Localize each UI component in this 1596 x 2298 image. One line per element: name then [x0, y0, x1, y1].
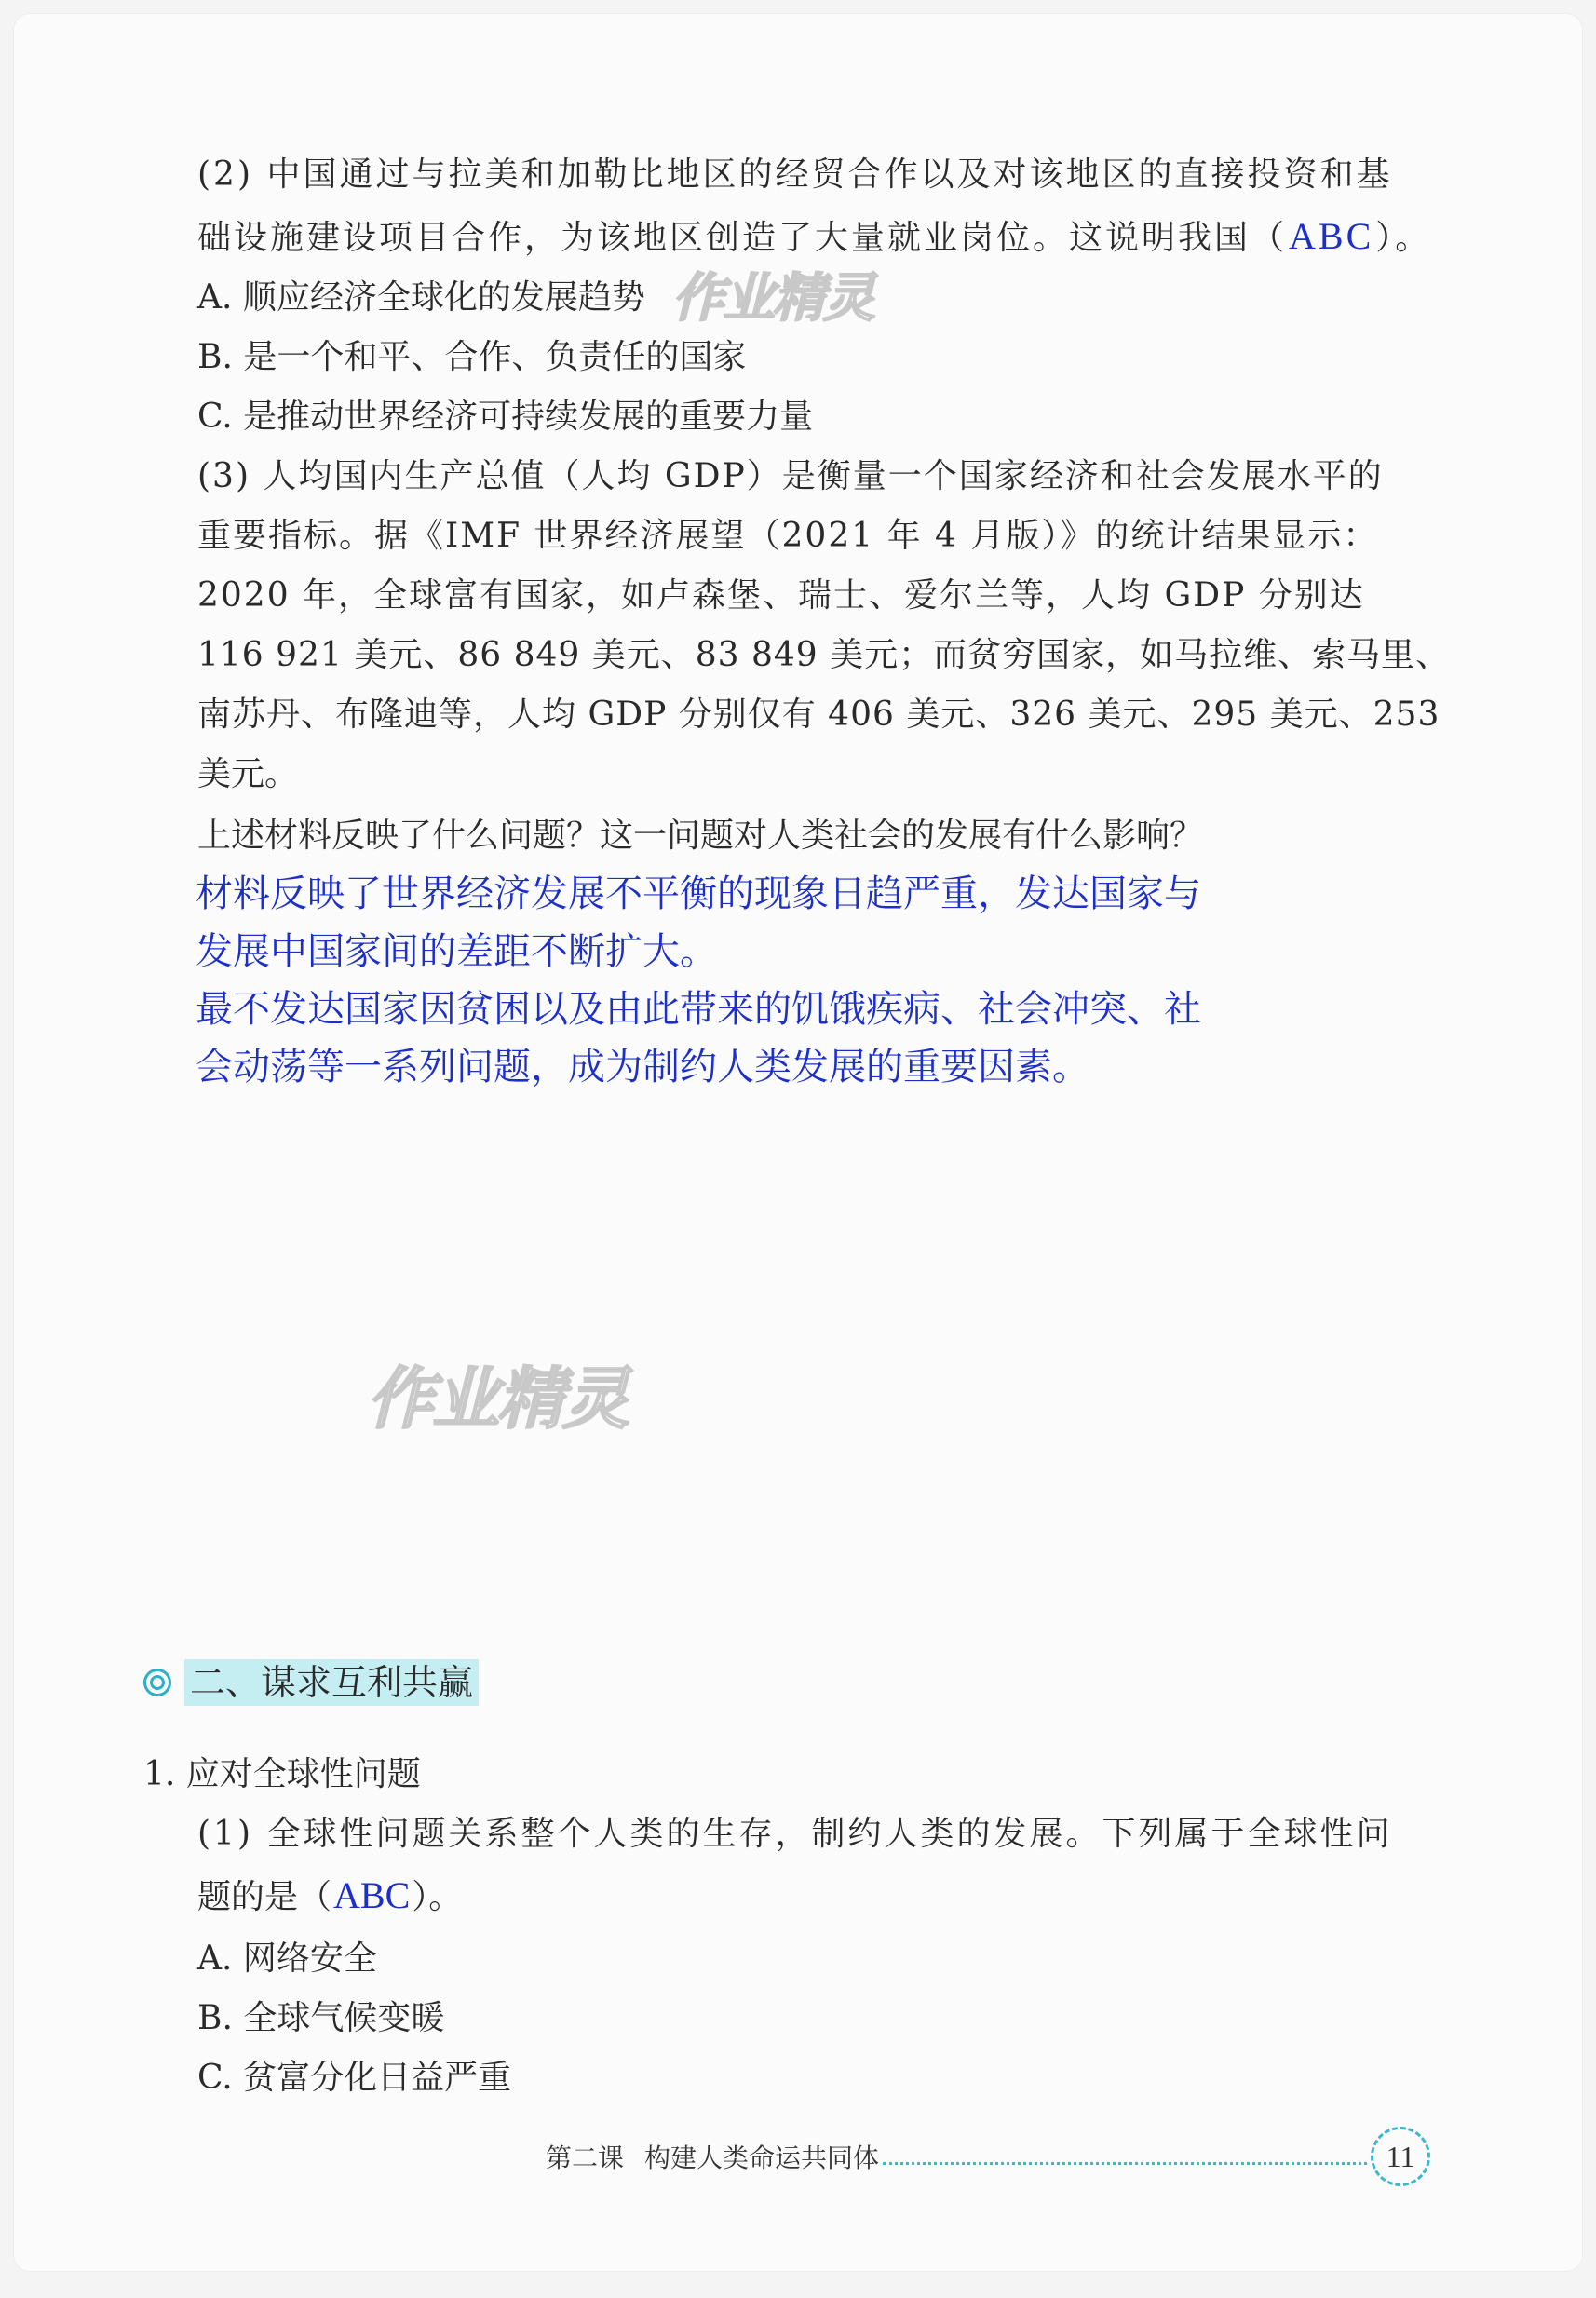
item1-title: 1. 应对全球性问题: [143, 1755, 421, 1793]
q3-line2: 重要指标。据《IMF 世界经济展望（2021 年 4 月版）》的统计结果显示：: [197, 517, 1379, 555]
q2-answer: ABC: [1289, 215, 1374, 257]
sub1-stem-text: 题的是（: [197, 1878, 332, 1916]
section-header: [143, 1659, 479, 1706]
q3-line6: 美元。: [197, 755, 299, 793]
q2-option-b: B. 是一个和平、合作、负责任的国家: [197, 338, 747, 376]
q2-stem-text: 础设施建设项目合作，为该地区创造了大量就业岗位。这说明我国（: [197, 219, 1288, 257]
q2-stem-close: ）。: [1375, 219, 1432, 257]
sub1-stem-close: ）。: [412, 1878, 463, 1916]
q3-line3: 2020 年，全球富有国家，如卢森堡、瑞士、爱尔兰等，人均 GDP 分别达: [197, 576, 1365, 615]
page-number: 11: [1371, 2127, 1430, 2186]
sub1-line2: [197, 1875, 462, 1918]
sub1-line1: (1) 全球性问题关系整个人类的生存，制约人类的发展。下列属于全球性问: [197, 1815, 1393, 1853]
footer-chapter: 构建人类命运共同体: [644, 2143, 880, 2173]
target-circle-icon: [143, 1669, 171, 1696]
sub1-option-c: C. 贫富分化日益严重: [197, 2059, 512, 2097]
section-title: 二、谋求互利共赢: [184, 1659, 479, 1706]
q3-line5: 南苏丹、布隆迪等，人均 GDP 分别仅有 406 美元、326 美元、295 美元、253: [197, 696, 1440, 734]
sub1-option-a: A. 网络安全: [197, 1940, 377, 1978]
watermark: 作业精灵: [672, 268, 873, 329]
footer-lesson: 第二课: [546, 2143, 625, 2173]
q3-line4: 116 921 美元、86 849 美元、83 849 美元；而贫穷国家，如马拉维、索马里、: [197, 636, 1451, 674]
sub1-answer: ABC: [333, 1874, 411, 1916]
q2-stem-line1: (2) 中国通过与拉美和加勒比地区的经贸合作以及对该地区的直接投资和基: [197, 155, 1393, 194]
handwritten-answer-line1: 材料反映了世界经济发展不平衡的现象日趋严重，发达国家与: [196, 872, 1201, 915]
workbook-page: [13, 13, 1583, 2272]
handwritten-answer-line3: 最不发达国家因贫困以及由此带来的饥饿疾病、社会冲突、社: [196, 988, 1201, 1031]
q2-option-a: A. 顺应经济全球化的发展趋势: [197, 278, 645, 317]
q3-question: 上述材料反映了什么问题？这一问题对人类社会的发展有什么影响？: [197, 817, 1204, 855]
handwritten-answer-line4: 会动荡等一系列问题，成为制约人类发展的重要因素。: [196, 1046, 1089, 1088]
page-footer: [546, 2127, 1430, 2186]
footer-dotted-leader: [883, 2162, 1367, 2165]
q2-stem-line2: [197, 216, 1431, 259]
handwritten-answer-line2: 发展中国家间的差距不断扩大。: [196, 930, 717, 973]
sub1-option-b: B. 全球气候变暖: [197, 1999, 445, 2037]
q3-line1: (3) 人均国内生产总值（人均 GDP）是衡量一个国家经济和社会发展水平的: [197, 457, 1384, 495]
q2-option-c: C. 是推动世界经济可持续发展的重要力量: [197, 398, 814, 436]
watermark: 作业精灵: [367, 1359, 629, 1438]
